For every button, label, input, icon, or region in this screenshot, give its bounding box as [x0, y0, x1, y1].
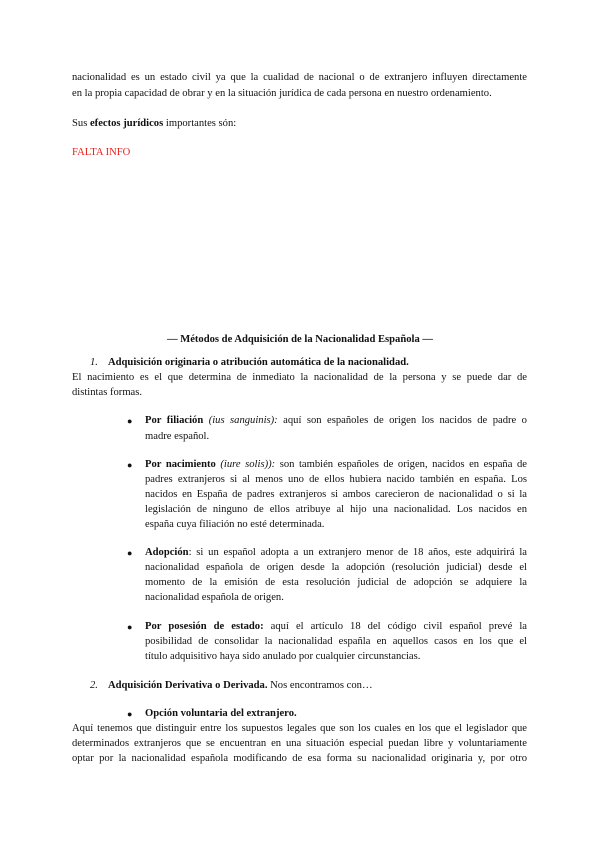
section-title: — Métodos de Adquisición de la Nacionalidad Española —	[166, 334, 434, 345]
bullet-2-line-3: nacidos en España de padres extranjeros si ambos carecieron de nacionalidad o si la	[145, 489, 527, 500]
item2-number: 2.	[90, 680, 98, 691]
item2-heading: Adquisición Derivativa o Derivada.	[108, 680, 268, 691]
item1-number: 1.	[90, 357, 98, 368]
bullet-4-bold: Por posesión de estado:	[145, 621, 264, 632]
bullet-dot: ●	[127, 416, 133, 426]
bullet-dot: ●	[127, 709, 133, 719]
effects-suffix: importantes són:	[165, 118, 237, 129]
item2-body-line-2: determinados extranjeros que se encuentran en una situación especial puedan libre y voluntariamente	[72, 738, 527, 749]
effects-bold: efectos jurídicos	[89, 118, 164, 129]
bullet-2-line-2: padres extranjeros si al menos uno de ellos hubiera nacido también en españa. Los	[145, 474, 527, 485]
bullet-3-line-1	[145, 545, 527, 560]
bullet-2-line-4: legislación de ninguno de ellos atribuye al hijo una nacionalidad. Los nacidos en	[145, 504, 527, 515]
item2-rest: Nos encontramos con…	[270, 680, 373, 691]
bullet-4-line-3: título adquisitivo haya sido anulado por cualquier circunstancias.	[145, 651, 421, 662]
intro-line-1: nacionalidad es un estado civil ya que la cualidad de nacional o de extranjero influyen directamente	[72, 72, 527, 83]
bullet-4-line-1	[145, 619, 527, 634]
item2-body-line-1: Aquí tenemos que distinguir entre los supuestos legales que son los cuales en los que el legislador que	[72, 723, 527, 734]
item1-heading: Adquisición originaria o atribución automática de la nacionalidad.	[108, 357, 409, 368]
bullet-2-line-1	[145, 457, 527, 472]
missing-info-note: FALTA INFO	[72, 147, 131, 158]
bullet-3-bold: Adopción	[145, 547, 189, 558]
bullet-3-rest: : si un español adopta a un extranjero menor de 18 años, este adquirirá la	[188, 547, 527, 558]
bullet-1-italic: (ius sanguinis):	[208, 415, 278, 426]
bullet-2-line-5: españa cuya filiación no esté determinada.	[145, 519, 325, 530]
bullet-3-line-3: momento de la emisión de esta resolución judicial de adopción se adquiere la	[145, 577, 527, 588]
bullet-dot: ●	[127, 548, 133, 558]
intro-line-2: en la propia capacidad de obrar y en la situación jurídica de cada persona en nuestro ordenamiento.	[72, 88, 492, 99]
bullet-2-bold: Por nacimiento	[145, 459, 216, 470]
bullet-4-rest: aquí el artículo 18 del código civil español prevé la	[270, 621, 527, 632]
item1-body-line-1: El nacimiento es el que determina de inmediato la nacionalidad de la persona y se puede dar de	[72, 372, 527, 383]
item2-sub-bullet: Opción voluntaria del extranjero.	[145, 708, 297, 719]
bullet-1-line-1	[145, 413, 527, 428]
item1-body-line-2: distintas formas.	[72, 387, 143, 398]
bullet-3-line-2: nacionalidad española de origen desde la adopción (resolución judicial) desde el	[145, 562, 527, 573]
effects-prefix: Sus	[72, 118, 88, 129]
bullet-4-line-2: posibilidad de consolidar la nacionalidad españla en aquellos casos en los que el	[145, 636, 527, 647]
bullet-3-line-4: nacionalidad española de origen.	[145, 592, 284, 603]
item2-body-line-3: optar por la nacionalidad española modificando de esa forma su nacionalidad originaria y, por otro	[72, 753, 527, 764]
bullet-dot: ●	[127, 460, 133, 470]
bullet-dot: ●	[127, 622, 133, 632]
bullet-2-italic: (iure solis)):	[220, 459, 276, 470]
bullet-1-line-2: madre español.	[145, 431, 210, 442]
item2-heading-line	[108, 678, 528, 693]
bullet-1-bold: Por filiación	[145, 415, 204, 426]
bullet-1-rest: aquí son españoles de origen los nacidos de padre o	[283, 415, 527, 426]
bullet-2-rest: son también españoles de origen, nacidos en españa de	[279, 459, 527, 470]
effects-line	[72, 116, 527, 131]
